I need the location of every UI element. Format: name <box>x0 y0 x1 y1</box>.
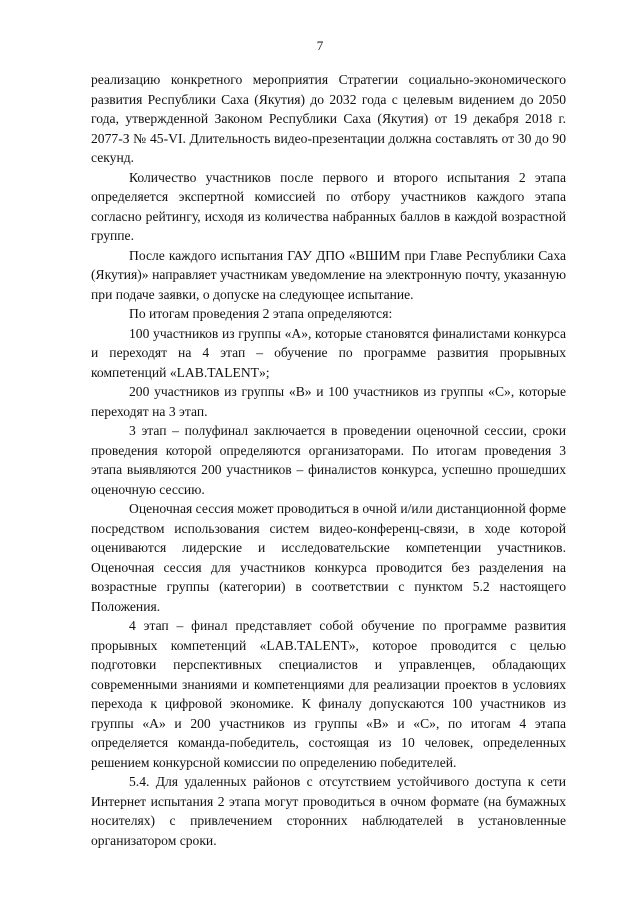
page-number: 7 <box>316 38 324 53</box>
paragraph-group-b-c-stage3: 200 участников из группы «В» и 100 участников из группы «С», которые переходят на 3 этап. <box>91 384 566 419</box>
paragraph-video-presentation: реализацию конкретного мероприятия Стратегии социально-экономического развития Республики Саха (Якутия) до 2032 года с целевым видением до 2050 года, утвержденной Законом Республики Саха (Якутия) от 19 декабря 2018 г. 2077-З № 45-VI. Длительность видео-презентации должна составлять от 30 до 90 секунд. <box>91 72 566 165</box>
paragraph-stage2-results-intro: По итогам проведения 2 этапа определяются: <box>129 306 393 321</box>
paragraph-notification: После каждого испытания ГАУ ДПО «ВШИМ при Главе Республики Саха (Якутия)» направляет участникам уведомление на электронную почту, указанную при подаче заявки, о допуске на следующее испытание. <box>91 247 566 302</box>
paragraph-stage4-final: 4 этап – финал представляет собой обучение по программе развития прорывных компетенций «LAB.TALENT», которое проводится с целью подготовки перспективных специалистов и управленцев, обладающих современными знаниями и компетенциями для реализации проектов в условиях перехода к цифровой экономике. К финалу допускаются 100 участников из группы «А» и 200 участников из группы «В» и «С», по итогам 4 этапа определяется команда-победитель, состоящая из 10 человек, определенных решением конкурсной комиссии по определению победителей. <box>91 618 566 770</box>
paragraph-group-a-finalists: 100 участников из группы «А», которые становятся финалистами конкурса и переходят на 4 этап – обучение по программе развития прорывных компетенций «LAB.TALENT»; <box>91 325 566 380</box>
paragraph-participant-count: Количество участников после первого и второго испытания 2 этапа определяется экспертной комиссией по отбору участников каждого этапа согласно рейтингу, исходя из количества набранных баллов в каждой возрастной группе. <box>91 169 566 243</box>
paragraph-assessment-session: Оценочная сессия может проводиться в очной и/или дистанционной форме посредством использования систем видео-конференц-связи, в ходе которой оцениваются лидерские и исследовательские компетенции участников. Оценочная сессия для участников конкурса проводится без разделения на возрастные группы (категории) в соответствии с пунктом 5.2 настоящего Положения. <box>91 501 566 614</box>
paragraph-remote-districts: 5.4. Для удаленных районов с отсутствием устойчивого доступа к сети Интернет испытания 2 этапа могут проводиться в очном формате (на бумажных носителях) с привлечением сторонних наблюдателей в установленные организатором сроки. <box>91 774 566 848</box>
document-body <box>91 70 566 850</box>
paragraph-stage3-semifinal: 3 этап – полуфинал заключается в проведении оценочной сессии, сроки проведения которой определяются организаторами. По итогам проведения 3 этапа выявляются 200 участников – финалистов конкурса, успешно прошедших оценочную сессию. <box>91 423 566 497</box>
